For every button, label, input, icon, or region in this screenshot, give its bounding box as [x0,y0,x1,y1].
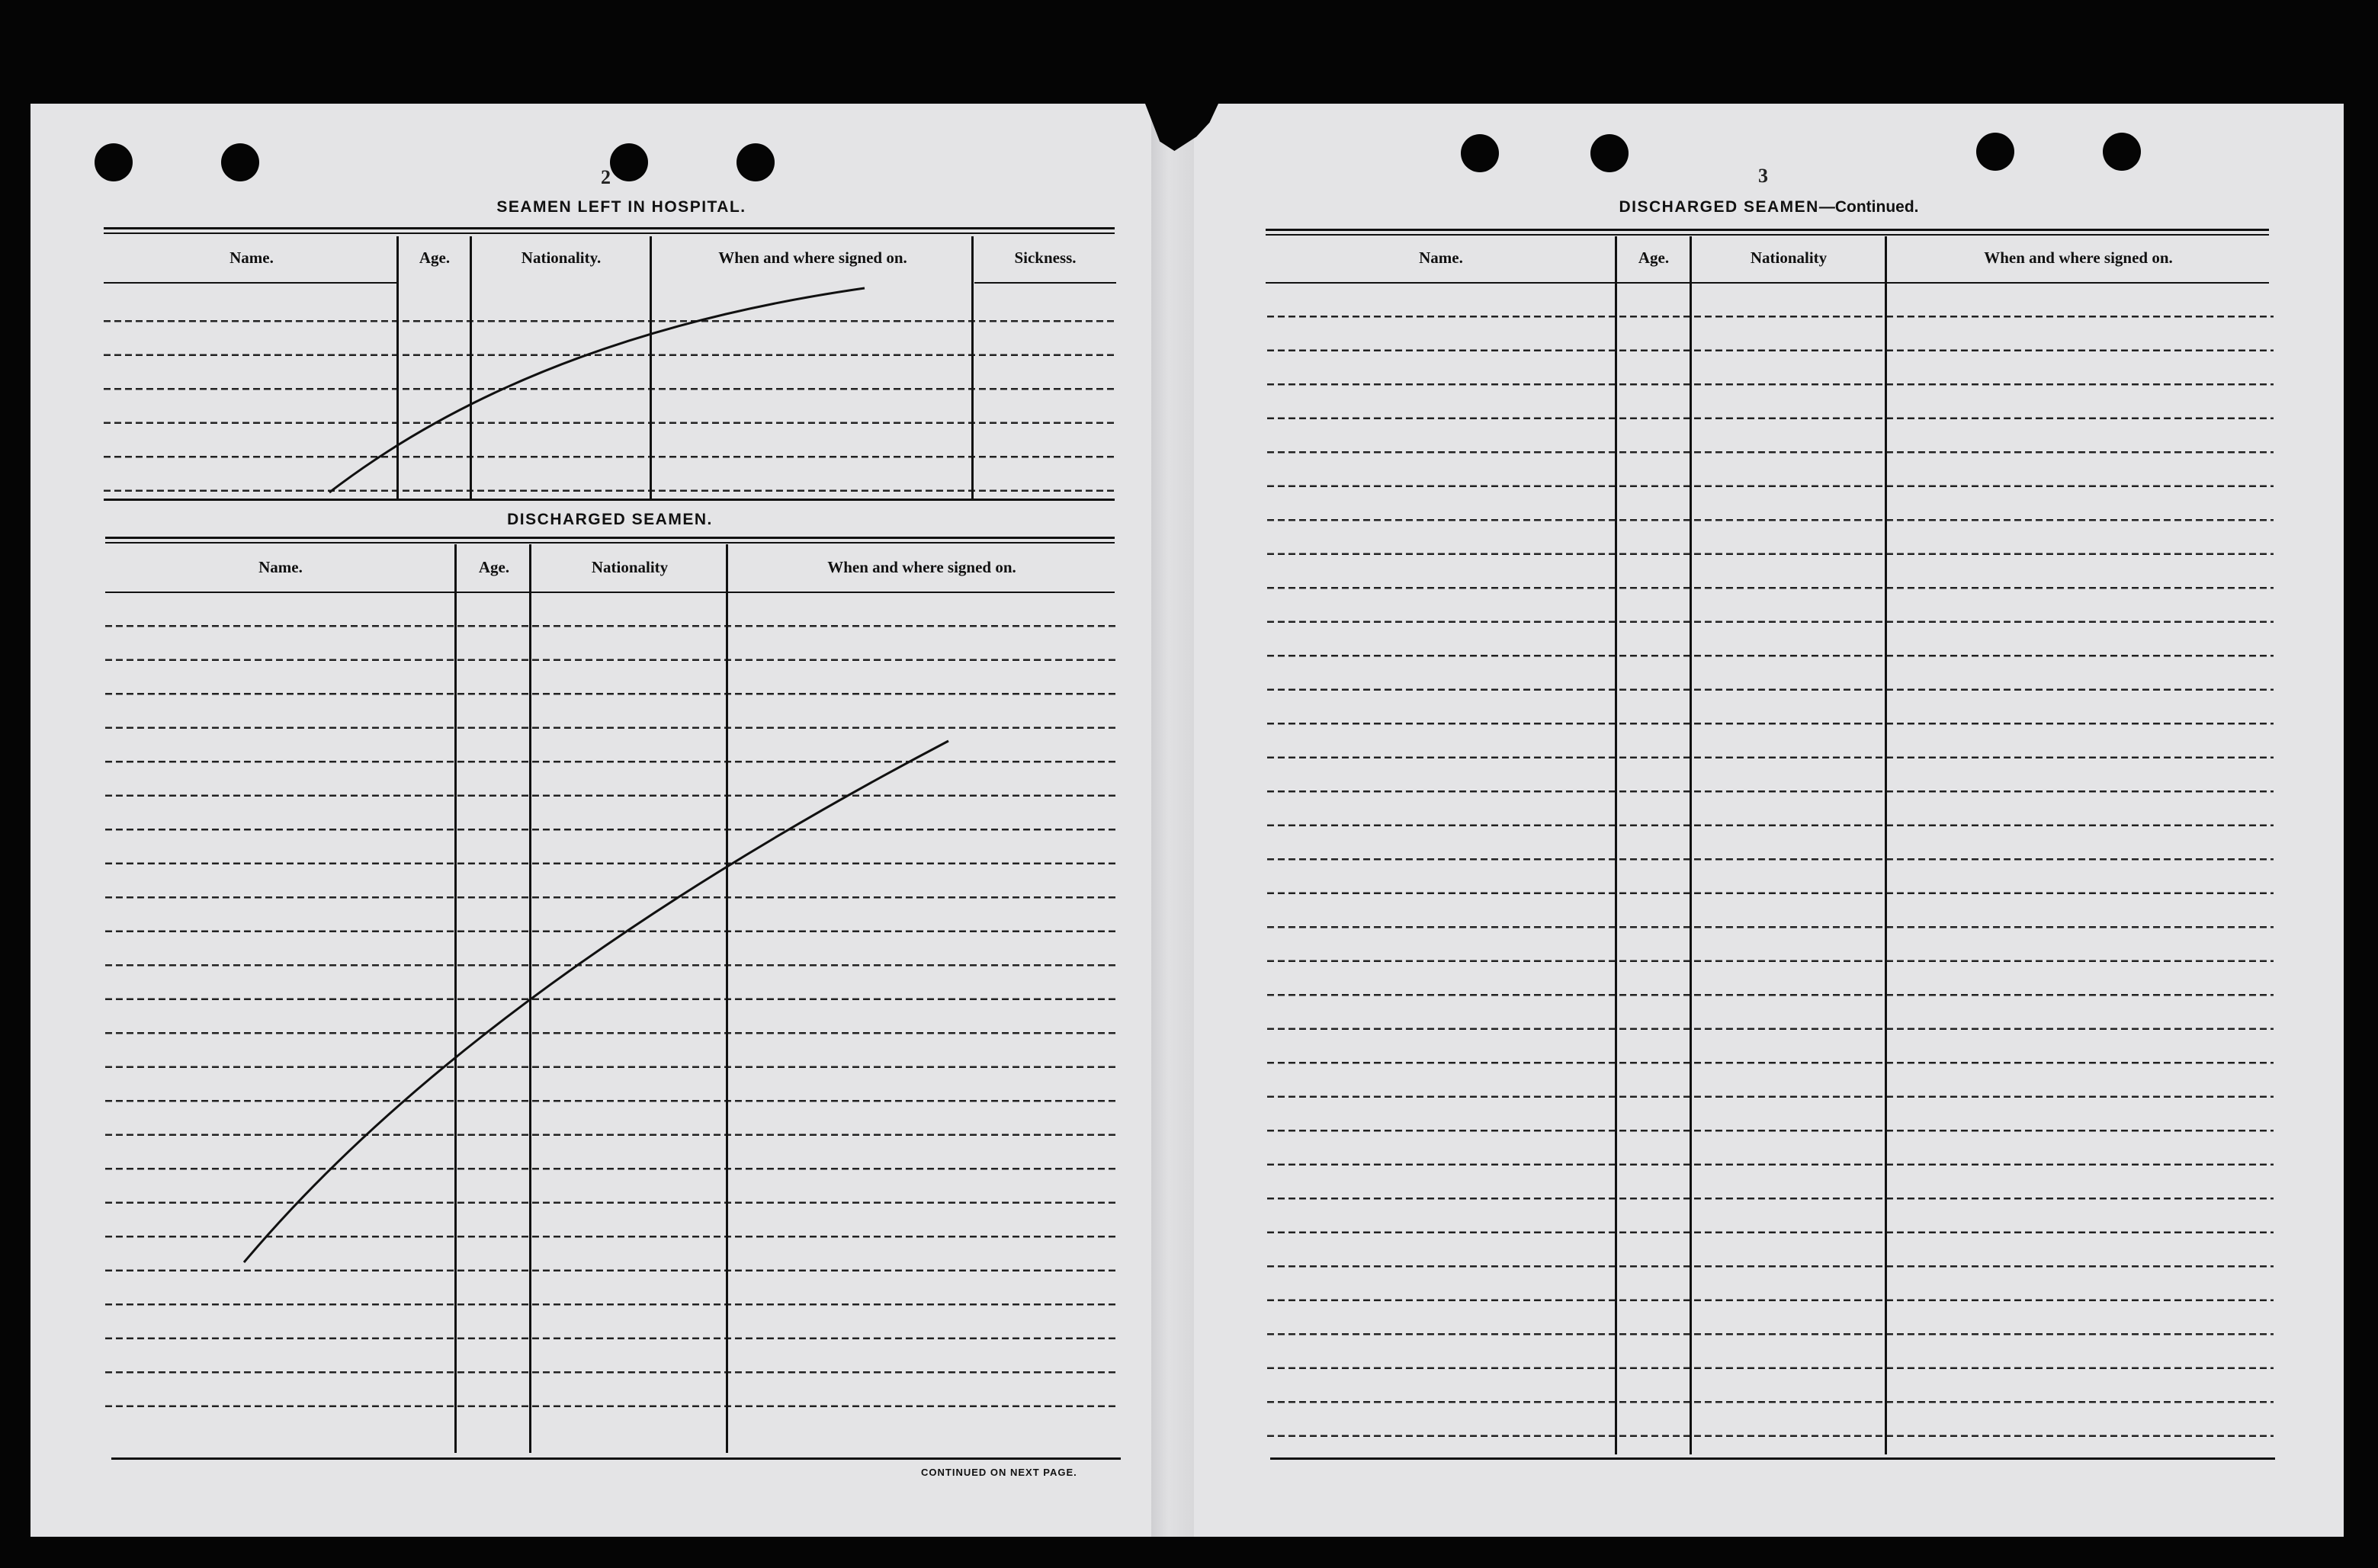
hospital-col-name: Name. [229,249,274,267]
discharged-col-nationality: Nationality [591,558,669,576]
continued-col-name: Name. [1419,249,1463,267]
discharged-col-age: Age. [478,558,510,576]
discharged-section-title: DISCHARGED SEAMEN. [507,511,713,528]
page-number-right: 3 [1758,165,1768,187]
hospital-col-age: Age. [419,249,451,267]
hospital-col-sickness: Sickness. [1014,249,1077,267]
hospital-section-title: SEAMEN LEFT IN HOSPITAL. [496,198,746,216]
continued-title-suffix: —Continued. [1818,198,1919,216]
hospital-col-nationality: Nationality. [521,249,602,267]
discharged-col-name: Name. [258,558,303,576]
hospital-strike-line [329,288,865,492]
page-number-left: 2 [601,166,611,188]
continued-col-age: Age. [1638,249,1670,267]
continued-title-main: DISCHARGED SEAMEN [1619,198,1819,216]
continued-footer: CONTINUED ON NEXT PAGE. [921,1467,1077,1478]
discharged-strike-line [244,741,948,1262]
hospital-col-signed-on: When and where signed on. [718,249,907,267]
continued-col-nationality: Nationality [1750,249,1828,267]
discharged-col-signed-on: When and where signed on. [827,558,1016,576]
continued-col-signed-on: When and where signed on. [1984,249,2173,267]
